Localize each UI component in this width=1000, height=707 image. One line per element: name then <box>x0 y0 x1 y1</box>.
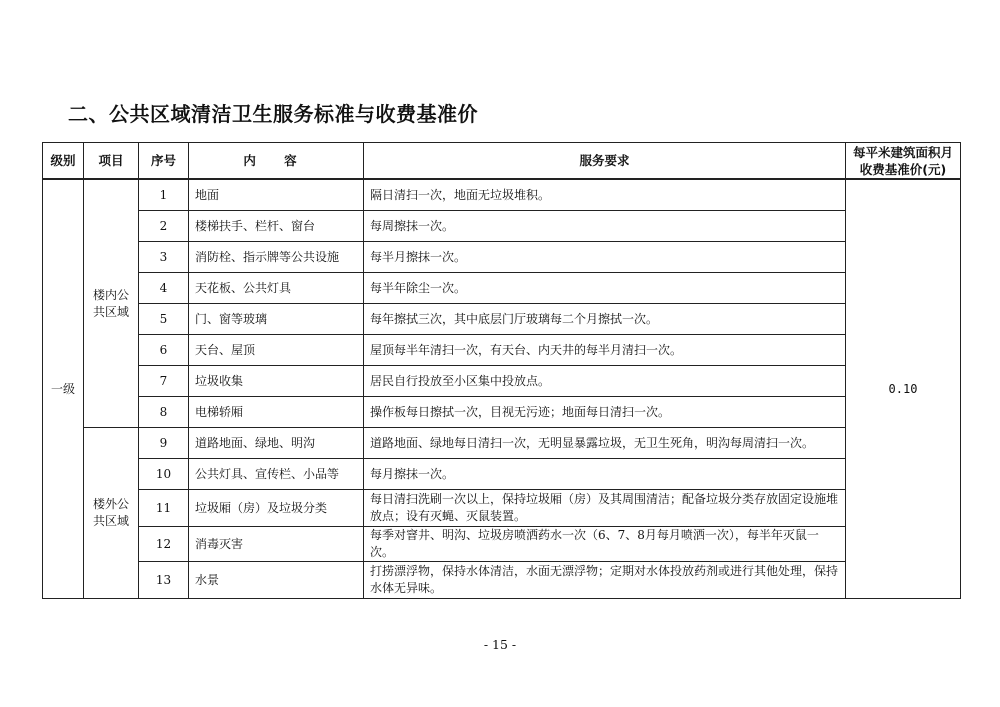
table-row <box>43 397 961 428</box>
seq-cell: 9 <box>139 428 189 459</box>
grade-cell: 一级 <box>43 179 84 599</box>
requirement-cell: 每日清扫洗刷一次以上，保持垃圾厢（房）及其周围清洁；配备垃圾分类存放固定设施堆放点；设有灭蝇、灭鼠装置。 <box>364 490 846 527</box>
table-row <box>43 273 961 304</box>
content-cell: 地面 <box>189 179 364 211</box>
header-requirement: 服务要求 <box>364 143 846 180</box>
content-cell: 电梯轿厢 <box>189 397 364 428</box>
requirement-cell: 隔日清扫一次，地面无垃圾堆积。 <box>364 179 846 211</box>
seq-cell: 5 <box>139 304 189 335</box>
requirement-cell: 每周擦抹一次。 <box>364 211 846 242</box>
service-standard-table <box>42 142 961 599</box>
requirement-cell: 每半年除尘一次。 <box>364 273 846 304</box>
table-row <box>43 335 961 366</box>
content-cell: 门、窗等玻璃 <box>189 304 364 335</box>
seq-cell: 2 <box>139 211 189 242</box>
seq-cell: 10 <box>139 459 189 490</box>
header-price-line1: 每平米建筑面积月 <box>852 144 953 160</box>
content-cell: 楼梯扶手、栏杆、窗台 <box>189 211 364 242</box>
seq-cell: 13 <box>139 562 189 599</box>
area-cell-outdoor: 楼外公共区域 <box>84 428 139 599</box>
requirement-cell: 道路地面、绿地每日清扫一次，无明显暴露垃圾，无卫生死角，明沟每周清扫一次。 <box>364 428 846 459</box>
content-cell: 天花板、公共灯具 <box>189 273 364 304</box>
content-cell: 道路地面、绿地、明沟 <box>189 428 364 459</box>
table-row <box>43 242 961 273</box>
requirement-cell: 居民自行投放至小区集中投放点。 <box>364 366 846 397</box>
seq-cell: 4 <box>139 273 189 304</box>
requirement-cell: 每季对窨井、明沟、垃圾房喷洒药水一次（6、7、8月每月喷洒一次），每半年灭鼠一次。 <box>364 527 846 562</box>
requirement-cell: 每半月擦抹一次。 <box>364 242 846 273</box>
requirement-cell: 打捞漂浮物，保持水体清洁，水面无漂浮物；定期对水体投放药剂或进行其他处理，保持水体无异味。 <box>364 562 846 599</box>
content-cell: 水景 <box>189 562 364 599</box>
price-cell: 0.10 <box>846 179 961 599</box>
header-seq: 序号 <box>139 143 189 180</box>
content-cell: 垃圾厢（房）及垃圾分类 <box>189 490 364 527</box>
table-row <box>43 562 961 599</box>
table-row <box>43 527 961 562</box>
table-row <box>43 304 961 335</box>
header-project: 项目 <box>84 143 139 180</box>
seq-cell: 8 <box>139 397 189 428</box>
seq-cell: 6 <box>139 335 189 366</box>
section-heading: 二、公共区域清洁卫生服务标准与收费基准价 <box>68 102 478 126</box>
seq-cell: 11 <box>139 490 189 527</box>
seq-cell: 3 <box>139 242 189 273</box>
header-price <box>846 143 961 180</box>
requirement-cell: 每月擦抹一次。 <box>364 459 846 490</box>
table-row <box>43 366 961 397</box>
table-row <box>43 459 961 490</box>
requirement-cell: 屋顶每半年清扫一次，有天台、内天井的每半月清扫一次。 <box>364 335 846 366</box>
header-grade: 级别 <box>43 143 84 180</box>
content-cell: 垃圾收集 <box>189 366 364 397</box>
seq-cell: 7 <box>139 366 189 397</box>
page-number: - 15 - <box>483 637 517 652</box>
header-price-line2: 收费基准价(元) <box>859 161 947 177</box>
table-header-row <box>43 143 961 180</box>
seq-cell: 12 <box>139 527 189 562</box>
content-cell: 天台、屋顶 <box>189 335 364 366</box>
table-row <box>43 490 961 527</box>
content-cell: 消防栓、指示牌等公共设施 <box>189 242 364 273</box>
content-cell: 消毒灭害 <box>189 527 364 562</box>
table-row <box>43 179 961 211</box>
table-row <box>43 211 961 242</box>
content-cell: 公共灯具、宣传栏、小品等 <box>189 459 364 490</box>
seq-cell: 1 <box>139 179 189 211</box>
area-cell-indoor: 楼内公共区域 <box>84 179 139 428</box>
requirement-cell: 每年擦拭三次，其中底层门厅玻璃每二个月擦拭一次。 <box>364 304 846 335</box>
table-row <box>43 428 961 459</box>
header-content: 内 容 <box>189 143 364 180</box>
requirement-cell: 操作板每日擦拭一次，目视无污迹；地面每日清扫一次。 <box>364 397 846 428</box>
